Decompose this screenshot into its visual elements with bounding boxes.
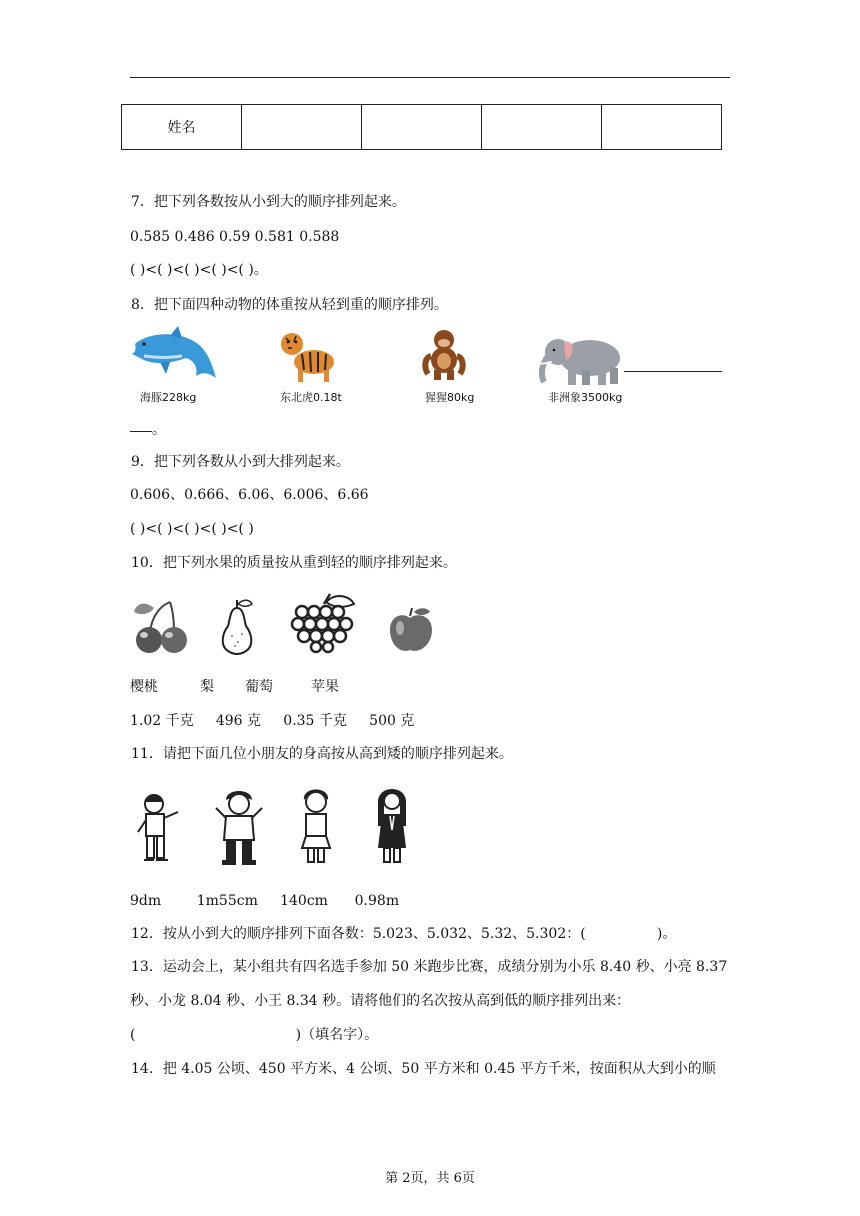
- q8-text: 8．把下面四种动物的体重按从轻到重的顺序排列。: [131, 297, 448, 313]
- name-cell[interactable]: [242, 105, 362, 150]
- fruit-label: 樱桃: [130, 679, 158, 695]
- name-table: [121, 104, 722, 150]
- header-rule: [130, 77, 730, 78]
- pear-icon: [218, 596, 256, 656]
- fruit-label: 葡萄: [245, 679, 273, 695]
- q13-line1: 13．运动会上，某小组共有四名选手参加 50 米跑步比赛，成绩分别为小乐 8.40 秒、小亮 8.37: [131, 959, 728, 975]
- boy-figure-icon: [212, 788, 268, 868]
- fruit-weights: 1.02 千克 496 克 0.35 千克 500 克: [130, 713, 415, 729]
- fruit-label: 梨: [200, 679, 214, 695]
- name-cell[interactable]: [362, 105, 482, 150]
- gorilla-icon: [420, 328, 468, 382]
- q9-text: 9．把下列各数从小到大排列起来。: [131, 454, 350, 470]
- name-label-cell: 姓名: [122, 105, 242, 150]
- cherry-icon: [130, 598, 192, 656]
- girl-figure-icon: [296, 786, 336, 868]
- q7-text: 7．把下列各数按从小到大的顺序排列起来。: [131, 194, 406, 210]
- q9-answer: ( )<( )<( )<( )<( ): [130, 521, 254, 537]
- name-cell[interactable]: [602, 105, 722, 150]
- q7-answer: ( )<( )<( )<( )<( )。: [130, 262, 268, 278]
- q14-text: 14．把 4.05 公顷、450 平方米、4 公顷、50 平方米和 0.45 平方千米，按面积从大到小的顺: [131, 1061, 716, 1077]
- girl-figure-icon: [372, 786, 412, 868]
- answer-blank-line[interactable]: [130, 431, 152, 432]
- answer-blank-line[interactable]: [624, 371, 722, 372]
- elephant-label: 非洲象3500kg: [548, 391, 623, 404]
- name-cell[interactable]: [482, 105, 602, 150]
- heights: 9dm 1m55cm 140cm 0.98m: [130, 893, 400, 909]
- q7-numbers: 0.585 0.486 0.59 0.581 0.588: [130, 229, 340, 245]
- q11-text: 11．请把下面几位小朋友的身高按从高到矮的顺序排列起来。: [131, 746, 513, 762]
- gorilla-label: 猩猩80kg: [425, 391, 475, 404]
- grape-icon: [290, 592, 358, 654]
- tiger-label: 东北虎0.18t: [280, 391, 342, 404]
- tiger-icon: [278, 328, 338, 384]
- q9-numbers: 0.606、0.666、6.06、6.006、6.66: [130, 487, 369, 503]
- q10-text: 10．把下列水果的质量按从重到轻的顺序排列起来。: [131, 555, 457, 571]
- boy-figure-icon: [134, 792, 184, 868]
- elephant-icon: [534, 334, 624, 386]
- q8-tail: 。: [152, 422, 166, 438]
- dolphin-label: 海豚228kg: [140, 391, 197, 404]
- q12-text: 12．按从小到大的顺序排列下面各数：5.023、5.032、5.32、5.302：( )。: [131, 926, 677, 942]
- q13-line2: 秒、小龙 8.04 秒、小王 8.34 秒。请将他们的名次按从高到低的顺序排列出来：: [130, 993, 631, 1009]
- q13-line3: ( )（填名字）。: [130, 1027, 379, 1043]
- fruit-label: 苹果: [311, 679, 339, 695]
- page-footer: 第 2页，共 6页: [385, 1171, 475, 1186]
- dolphin-icon: [130, 326, 220, 386]
- apple-icon: [388, 604, 434, 654]
